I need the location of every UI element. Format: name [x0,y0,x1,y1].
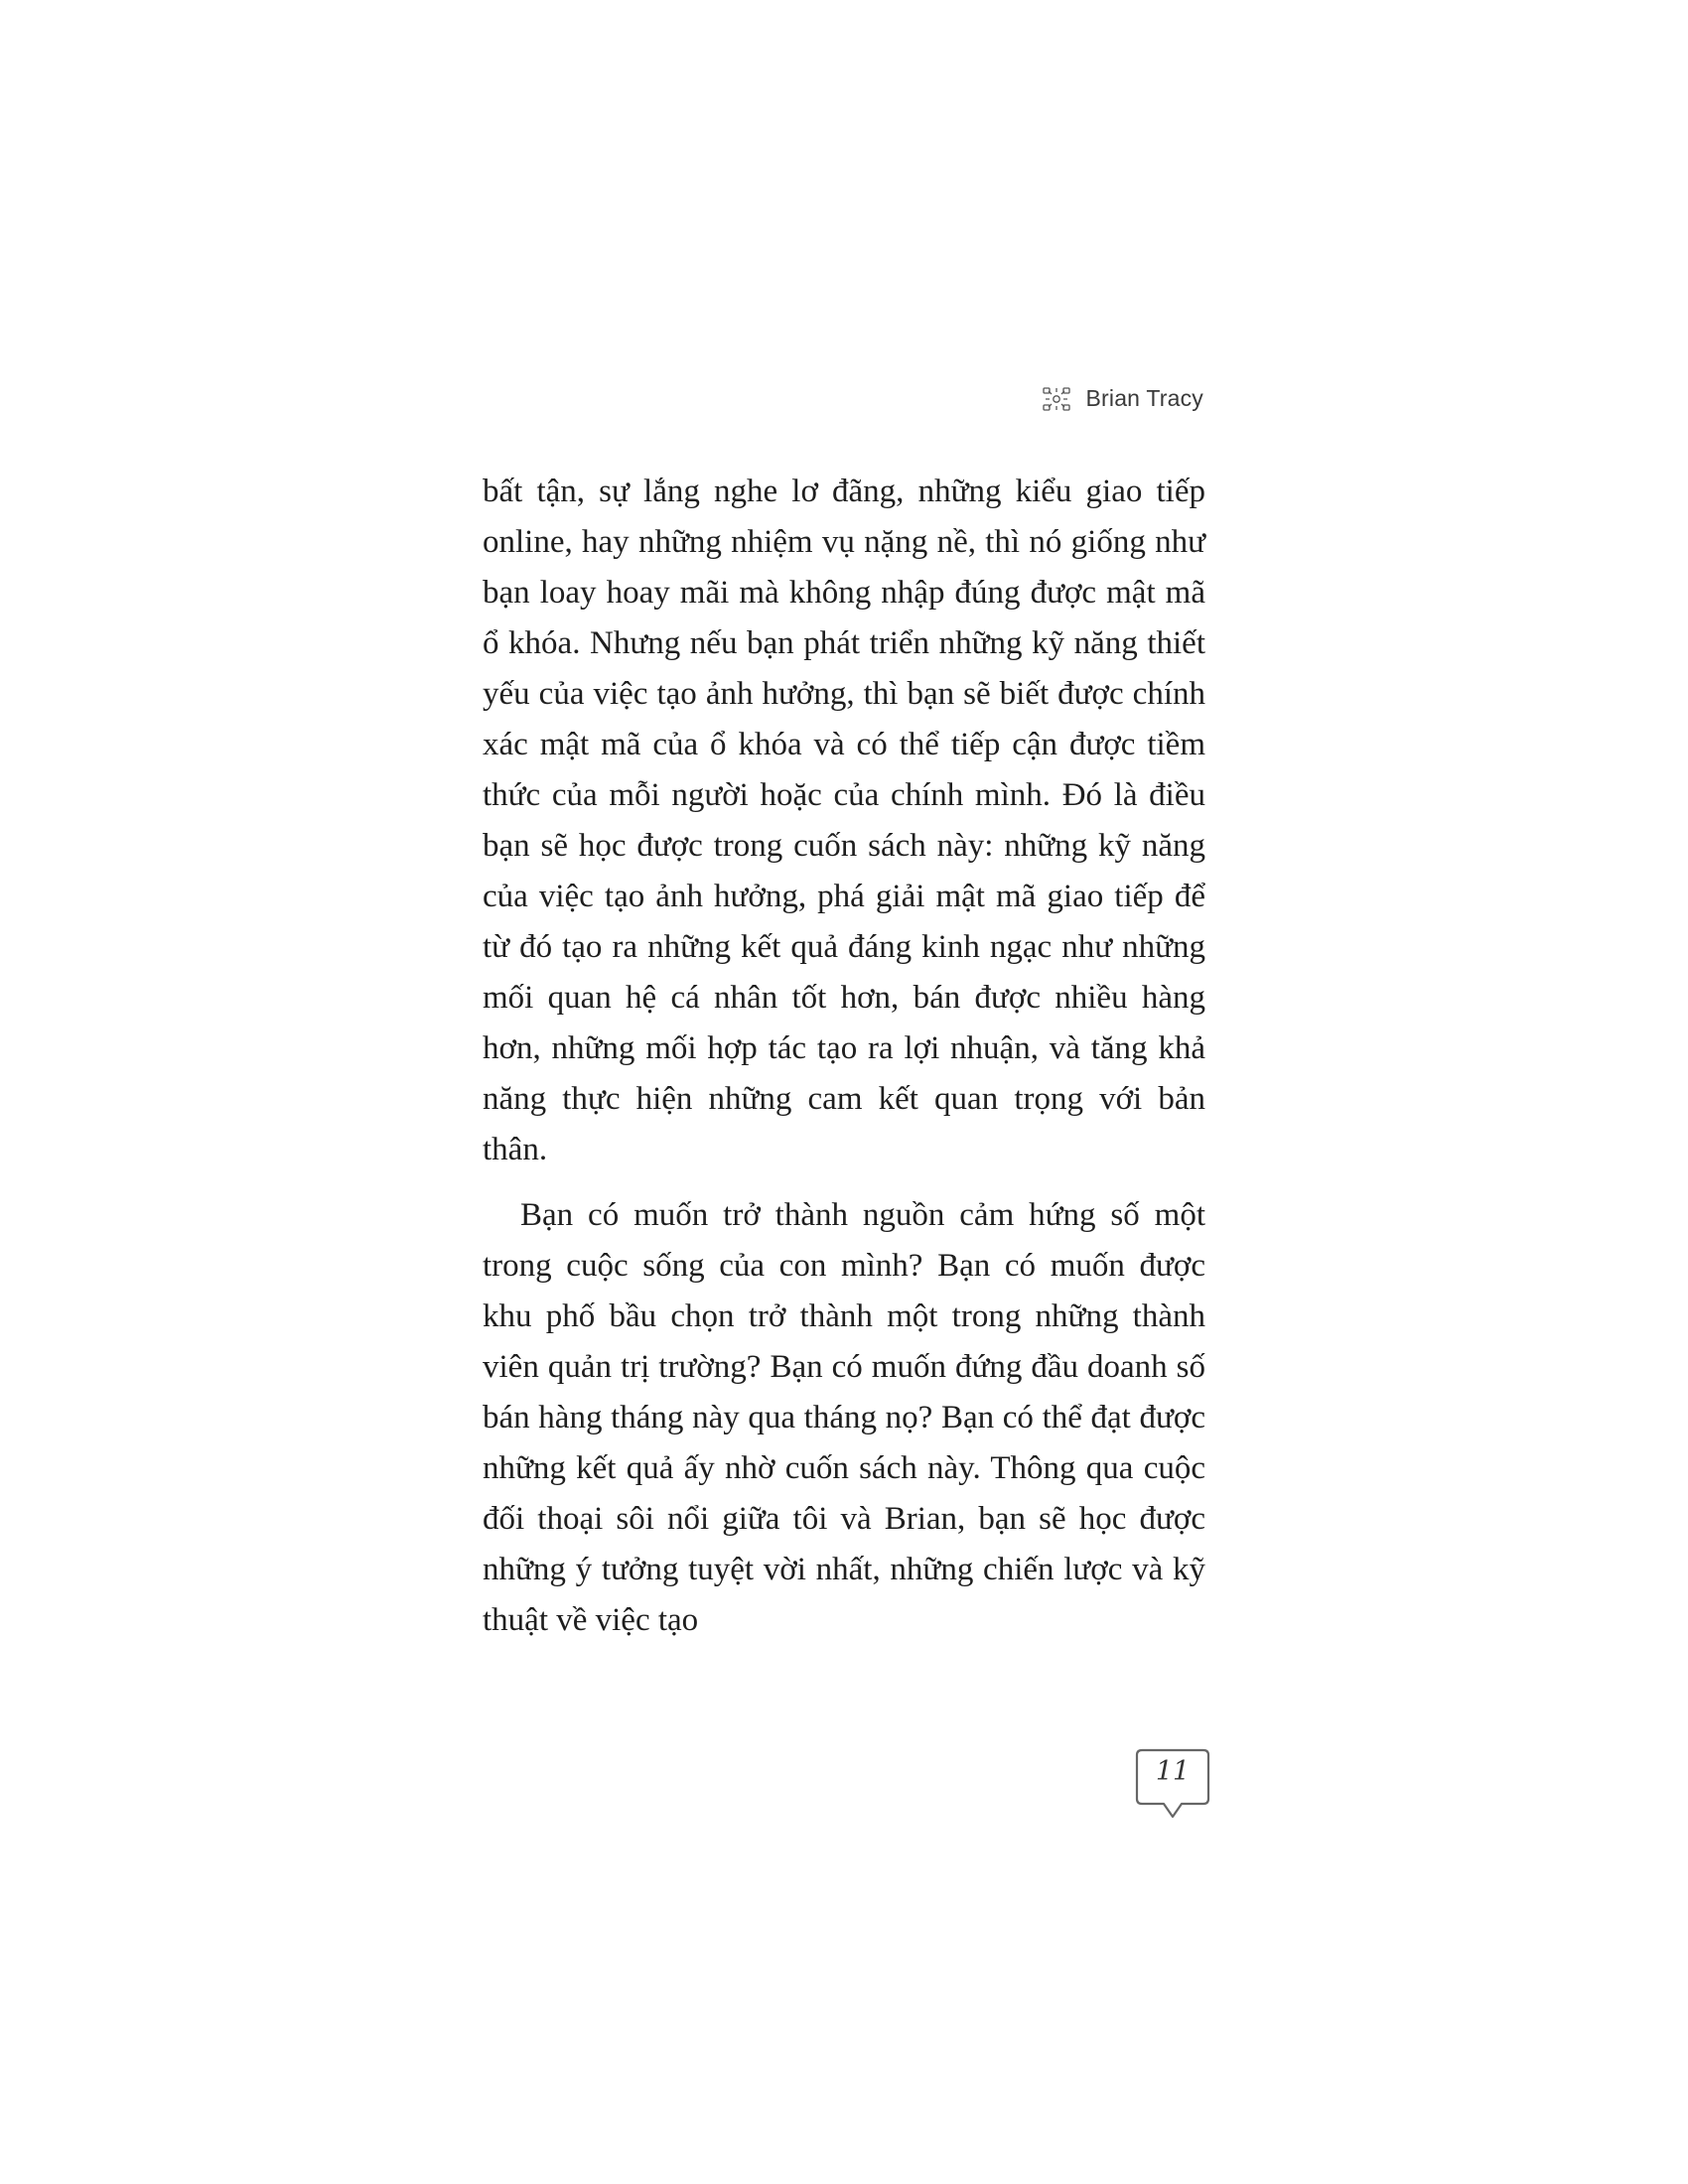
paragraph: Bạn có muốn trở thành nguồn cảm hứng số một trong cuộc sống của con mình? Bạn có muốn được khu phố bầu chọn trở thành một trong những thành viên quản trị trường? Bạn có muốn đứng đầu doanh số bán hàng tháng này qua tháng nọ? Bạn có thể đạt được những kết quả ấy nhờ cuốn sách này. Thông qua cuộc đối thoại sôi nổi giữa tôi và Brian, bạn sẽ học được những ý tưởng tuyệt vời nhất, những chiến lược và kỹ thuật về việc tạo [483,1197,1205,1638]
page-number-badge [1134,1747,1211,1827]
author-name: Brian Tracy [1085,385,1203,411]
running-header [1042,385,1203,412]
body-text [483,467,1205,1646]
paragraph: bất tận, sự lắng nghe lơ đãng, những kiểu giao tiếp online, hay những nhiệm vụ nặng nề, thì nó giống như bạn loay hoay mãi mà không nhập đúng được mật mã ổ khóa. Nhưng nếu bạn phát triển những kỹ năng thiết yếu của việc tạo ảnh hưởng, thì bạn sẽ biết được chính xác mật mã của ổ khóa và có thể tiếp cận được tiềm thức của mỗi người hoặc của chính mình. Đó là điều bạn sẽ học được trong cuốn sách này: những kỹ năng của việc tạo ảnh hưởng, phá giải mật mã giao tiếp để từ đó tạo ra những kết quả đáng kinh ngạc như những mối quan hệ cá nhân tốt hơn, bán được nhiều hàng hơn, những mối hợp tác tạo ra lợi nhuận, và tăng khả năng thực hiện những cam kết quan trọng với bản thân. [483,474,1205,1167]
page-number: 11 [1155,1756,1191,1787]
ornament-icon [1042,386,1071,412]
